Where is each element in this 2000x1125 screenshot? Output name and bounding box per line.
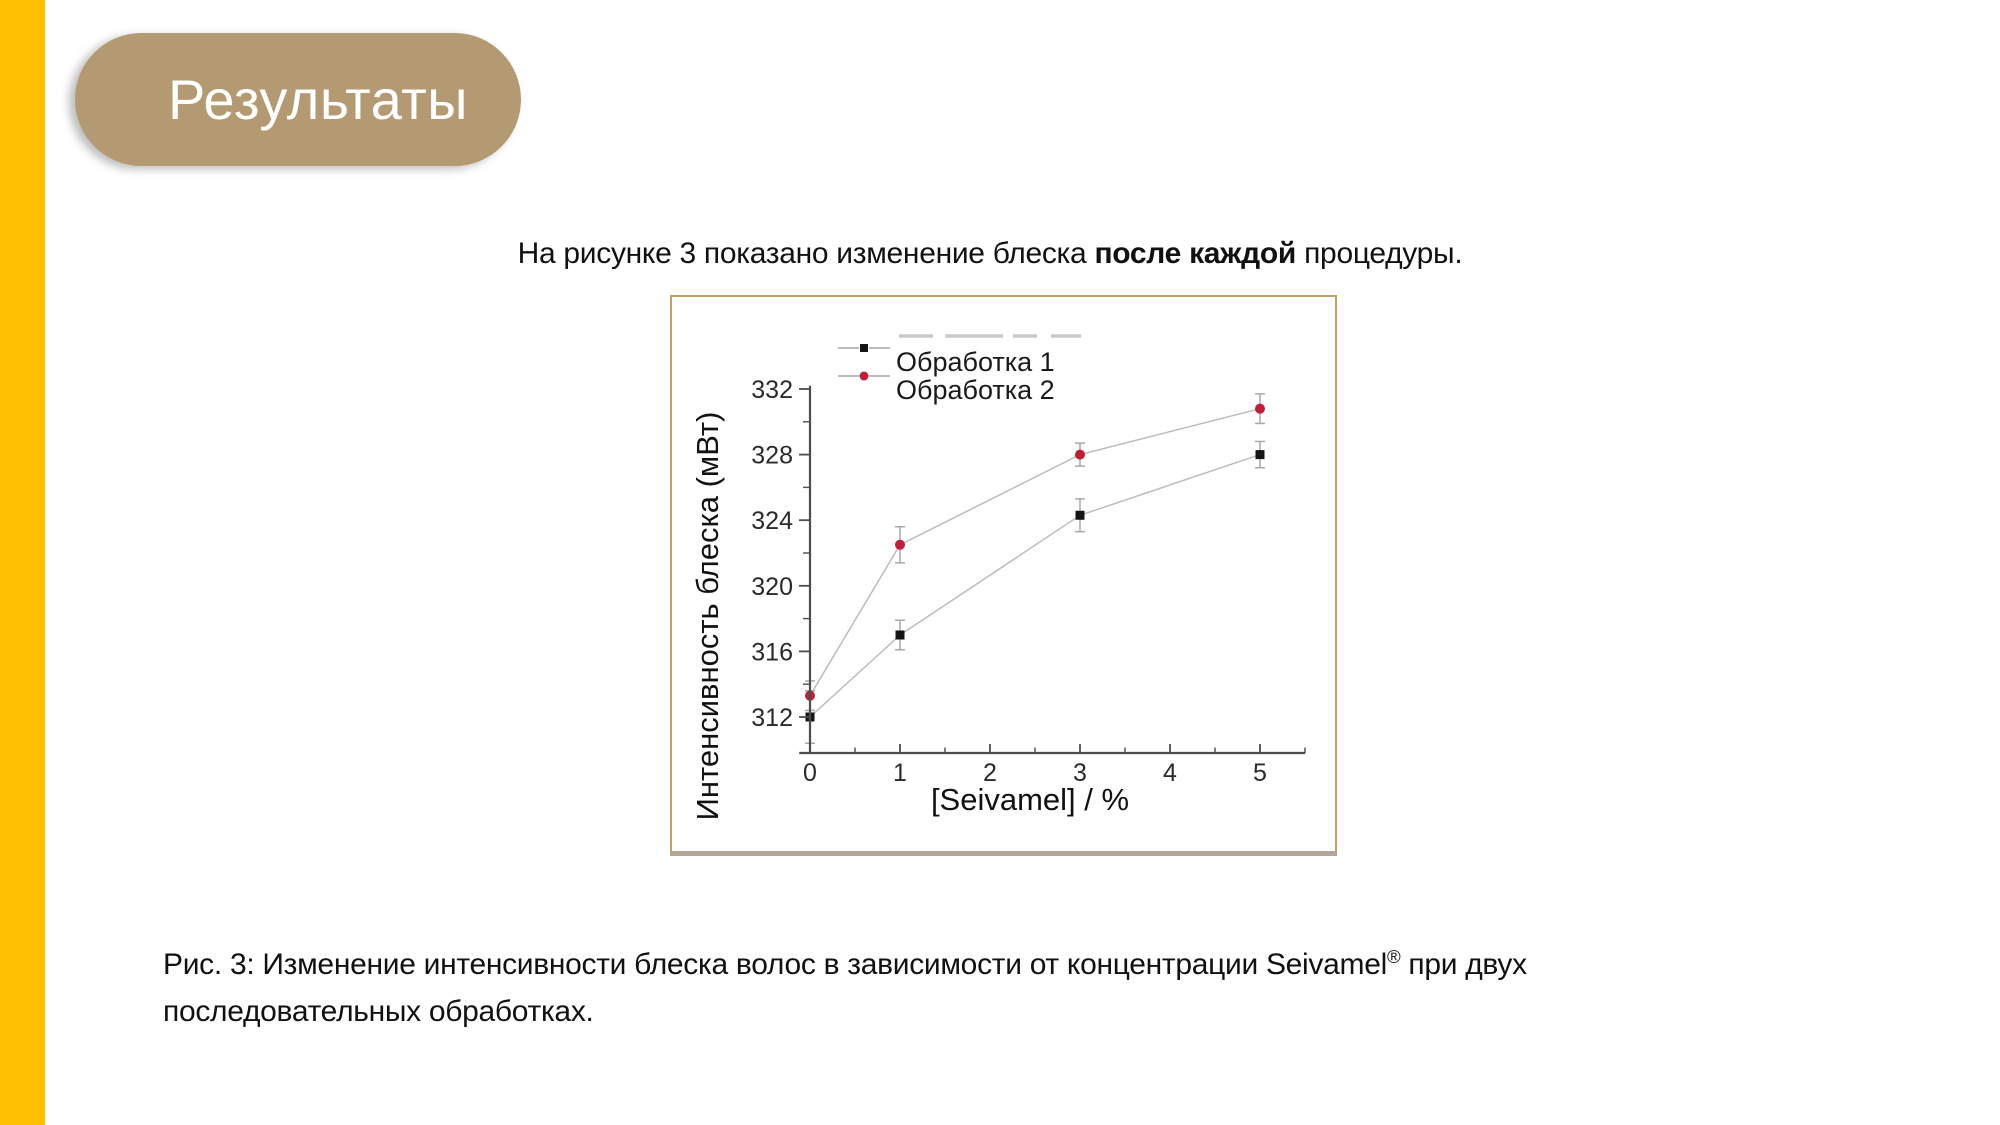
svg-text:0: 0 <box>803 759 817 787</box>
svg-text:2: 2 <box>983 759 997 787</box>
svg-text:328: 328 <box>751 441 793 470</box>
figure-caption <box>163 941 1813 1035</box>
svg-text:1: 1 <box>893 759 907 787</box>
svg-text:316: 316 <box>751 638 793 667</box>
figure-frame <box>670 295 1337 856</box>
intro-bold: после каждой <box>1094 237 1297 270</box>
svg-text:5: 5 <box>1253 759 1267 787</box>
svg-text:324: 324 <box>751 507 793 536</box>
svg-text:312: 312 <box>751 704 793 732</box>
svg-text:4: 4 <box>1163 759 1177 787</box>
svg-text:Интенсивность блеска (мВт): Интенсивность блеска (мВт) <box>690 411 725 821</box>
left-accent-bar <box>0 0 45 1125</box>
svg-text:Обработка 1: Обработка 1 <box>896 347 1055 377</box>
svg-text:[Seivamel] / %: [Seivamel] / % <box>930 782 1130 817</box>
caption-line1-text: Рис. 3: Изменение интенсивности блеска волос в зависимости от концентрации Seivamel <box>163 948 1387 981</box>
caption-line1-tail: при двух <box>1400 948 1527 981</box>
title-pill <box>75 33 521 166</box>
svg-text:332: 332 <box>751 376 793 404</box>
svg-text:Обработка 2: Обработка 2 <box>896 375 1055 405</box>
intro-part1: На рисунке 3 показано изменение блеска <box>517 237 1095 270</box>
intro-text <box>45 237 1935 271</box>
svg-text:3: 3 <box>1073 759 1087 787</box>
svg-text:320: 320 <box>751 572 793 601</box>
caption-line2-text: последовательных обработках. <box>163 995 594 1029</box>
slide-title: Результаты <box>168 68 468 131</box>
registered-trademark-symbol: ® <box>1386 946 1401 967</box>
intro-part2: процедуры. <box>1296 237 1463 270</box>
shine-chart-svg <box>672 297 1335 851</box>
caption-line2 <box>163 988 1813 1035</box>
caption-line1 <box>163 941 1813 988</box>
